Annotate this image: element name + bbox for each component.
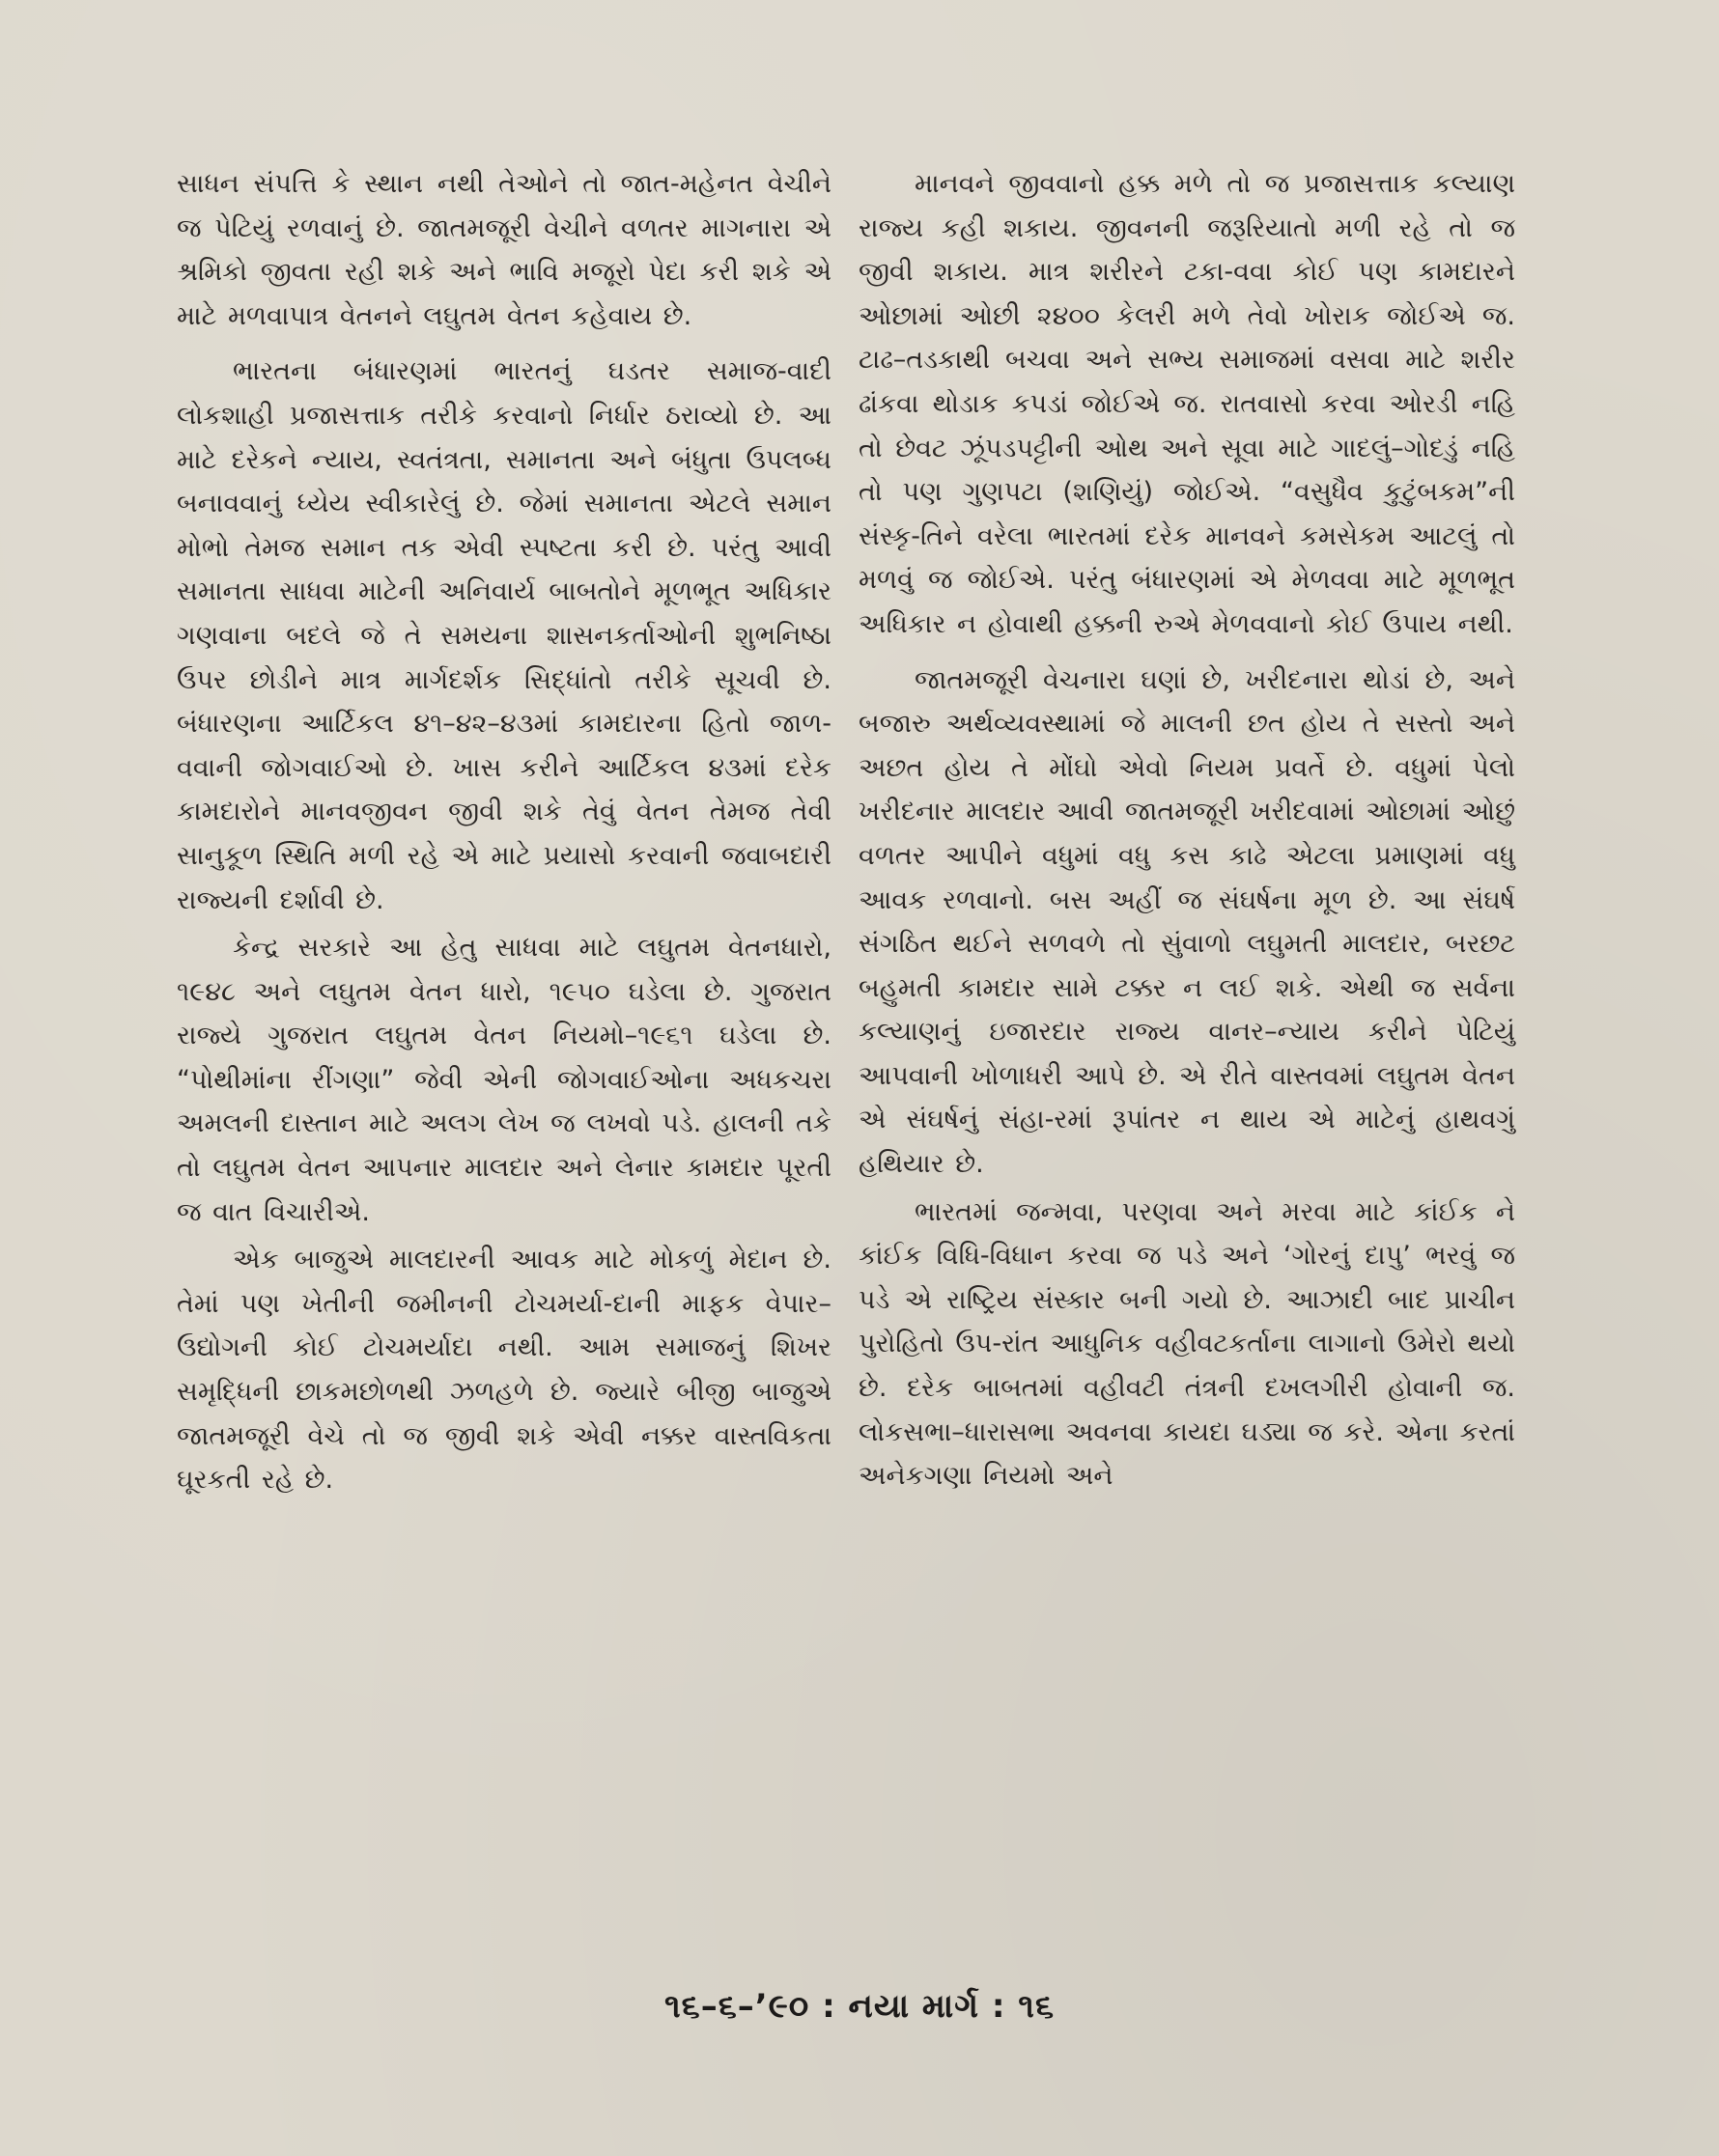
paragraph: સાધન સંપત્તિ કે સ્થાન નથી તેઓને તો જાત-મહેનત વેચીને જ પેટિયું રળવાનું છે. જાતમજૂરી વેચીને વળતર માગનારા એ શ્રમિકો જીવતા રહી શકે અને ભાવિ મજૂરો પેદા કરી શકે એ માટે મળવાપાત્ર વેતનને લઘુતમ વેતન કહેવાય છે. [177, 169, 831, 331]
paragraph: જાતમજૂરી વેચનારા ઘણાં છે, ખરીદનારા થોડાં છે, અને બજારુ અર્થવ્યવસ્થામાં જે માલની છત હોય તે સસ્તો અને અછત હોય તે મોંઘો એવો નિયમ પ્રવર્તે છે. વધુમાં પેલો ખરીદનાર માલદાર આવી જાતમજૂરી ખરીદવામાં ઓછામાં ઓછું વળતર આપીને વધુમાં વધુ કસ કાઢે એટલા પ્રમાણમાં વધુ આવક રળવાનો. બસ અહીં જ સંઘર્ષના મૂળ છે. આ સંઘર્ષ સંગઠિત થઈને સળવળે તો સુંવાળો લઘુમતી માલદાર, બરછટ બહુમતી કામદાર સામે ટક્કર ન લઈ શકે. એથી જ સર્વના કલ્યાણનું ઇજારદાર રાજ્ય વાનર–ન્યાય કરીને પેટિયું આપવાની ખોળાધરી આપે છે. એ રીતે વાસ્તવમાં લઘુતમ વેતન એ સંઘર્ષનું સંહા-રમાં રૂપાંતર ન થાય એ માટેનું હાથવગું હથિયાર છે. [859, 664, 1515, 1180]
paragraph: એક બાજુએ માલદારની આવક માટે મોકળું મેદાન છે. તેમાં પણ ખેતીની જમીનની ટોચમર્યા-દાની માફક વેપાર–ઉદ્યોગની કોઈ ટોચમર્યાદા નથી. આમ સમાજનું શિખર સમૃદ્ધિની છાકમછોળથી ઝળહળે છે. જ્યારે બીજી બાજુએ જાતમજૂરી વેચે તો જ જીવી શકે એવી નક્કર વાસ્તવિકતા ઘૂરકતી રહે છે. [177, 1245, 831, 1496]
paragraph: ભારતમાં જન્મવા, પરણવા અને મરવા માટે કાંઈક ને કાંઈક વિધિ-વિધાન કરવા જ પડે અને ‘ગોરનું દાપુ’ ભરવું જ પડે એ રાષ્ટ્રિય સંસ્કાર બની ગયો છે. આઝાદી બાદ પ્રાચીન પુરોહિતો ઉપ-રાંત આધુનિક વહીવટકર્તાના લાગાનો ઉમેરો થયો છે. દરેક બાબતમાં વહીવટી તંત્રની દખલગીરી હોવાની જ. લોકસભા–ધારાસભા અવનવા કાયદા ઘડ્યા જ કરે. એના કરતાં અનેકગણા નિયમો અને [859, 1196, 1515, 1492]
paragraph: માનવને જીવવાનો હક્ક મળે તો જ પ્રજાસત્તાક કલ્યાણ રાજ્ય કહી શકાય. જીવનની જરૂરિયાતો મળી રહે તો જ જીવી શકાય. માત્ર શરીરને ટકા-વવા કોઈ પણ કામદારને ઓછામાં ઓછી ૨૪૦૦ કેલરી મળે તેવો ખોરાક જોઈએ જ. ટાઢ–તડકાથી બચવા અને સભ્ય સમાજમાં વસવા માટે શરીર ઢાંકવા થોડાક કપડાં જોઈએ જ. રાતવાસો કરવા ઓરડી નહિ તો છેવટ ઝૂંપડપટ્ટીની ઓથ અને સૂવા માટે ગાદલું–ગોદડું નહિ તો પણ ગુણપટા (શણિયું) જોઈએ. “વસુધૈવ કુટુંબકમ”ની સંસ્કૃ-તિને વરેલા ભારતમાં દરેક માનવને કમસેકમ આટલું તો મળવું જ જોઈએ. પરંતુ બંધારણમાં એ મેળવવા માટે મૂળભૂત અધિકાર ન હોવાથી હક્કની રુએ મેળવવાનો કોઈ ઉપાય નથી. [859, 169, 1515, 639]
page-footer: ૧૬–૬–’૯૦ : નયા માર્ગ : ૧૬ [664, 1987, 1055, 2026]
right-column [859, 162, 1515, 1510]
left-column [177, 162, 831, 1514]
paragraph: ભારતના બંધારણમાં ભારતનું ઘડતર સમાજ-વાદી લોકશાહી પ્રજાસત્તાક તરીકે કરવાનો નિર્ધાર ઠરાવ્યો છે. આ માટે દરેકને ન્યાય, સ્વતંત્રતા, સમાનતા અને બંધુતા ઉપલબ્ધ બનાવવાનું ધ્યેય સ્વીકારેલું છે. જેમાં સમાનતા એટલે સમાન મોભો તેમજ સમાન તક એવી સ્પષ્ટતા કરી છે. પરંતુ આવી સમાનતા સાધવા માટેની અનિવાર્ય બાબતોને મૂળભૂત અધિકાર ગણવાના બદલે જે તે સમયના શાસનકર્તાઓની શુભનિષ્ઠા ઉપર છોડીને માત્ર માર્ગદર્શક સિદ્ધાંતો તરીકે સૂચવી છે. બંધારણના આર્ટિકલ ૪૧–૪૨–૪૩માં કામદારના હિતો જાળ-વવાની જોગવાઈઓ છે. ખાસ કરીને આર્ટિકલ ૪૩માં દરેક કામદારોને માનવજીવન જીવી શકે તેવું વેતન તેમજ તેવી સાનુકૂળ સ્થિતિ મળી રહે એ માટે પ્રયાસો કરવાની જવાબદારી રાજ્યની દર્શાવી છે. [177, 356, 831, 915]
paragraph: કેન્દ્ર સરકારે આ હેતુ સાધવા માટે લઘુતમ વેતનધારો, ૧૯૪૮ અને લઘુતમ વેતન ધારો, ૧૯૫૦ ઘડેલા છે. ગુજરાત રાજ્યે ગુજરાત લઘુતમ વેતન નિયમો–૧૯૬૧ ઘડેલા છે. “પોથીમાંના રીંગણા” જેવી એની જોગવાઈઓના અધકચરા અમલની દાસ્તાન માટે અલગ લેખ જ લખવો પડે. હાલની તકે તો લઘુતમ વેતન આપનાર માલદાર અને લેનાર કામદાર પૂરતી જ વાત વિચારીએ. [177, 933, 831, 1227]
